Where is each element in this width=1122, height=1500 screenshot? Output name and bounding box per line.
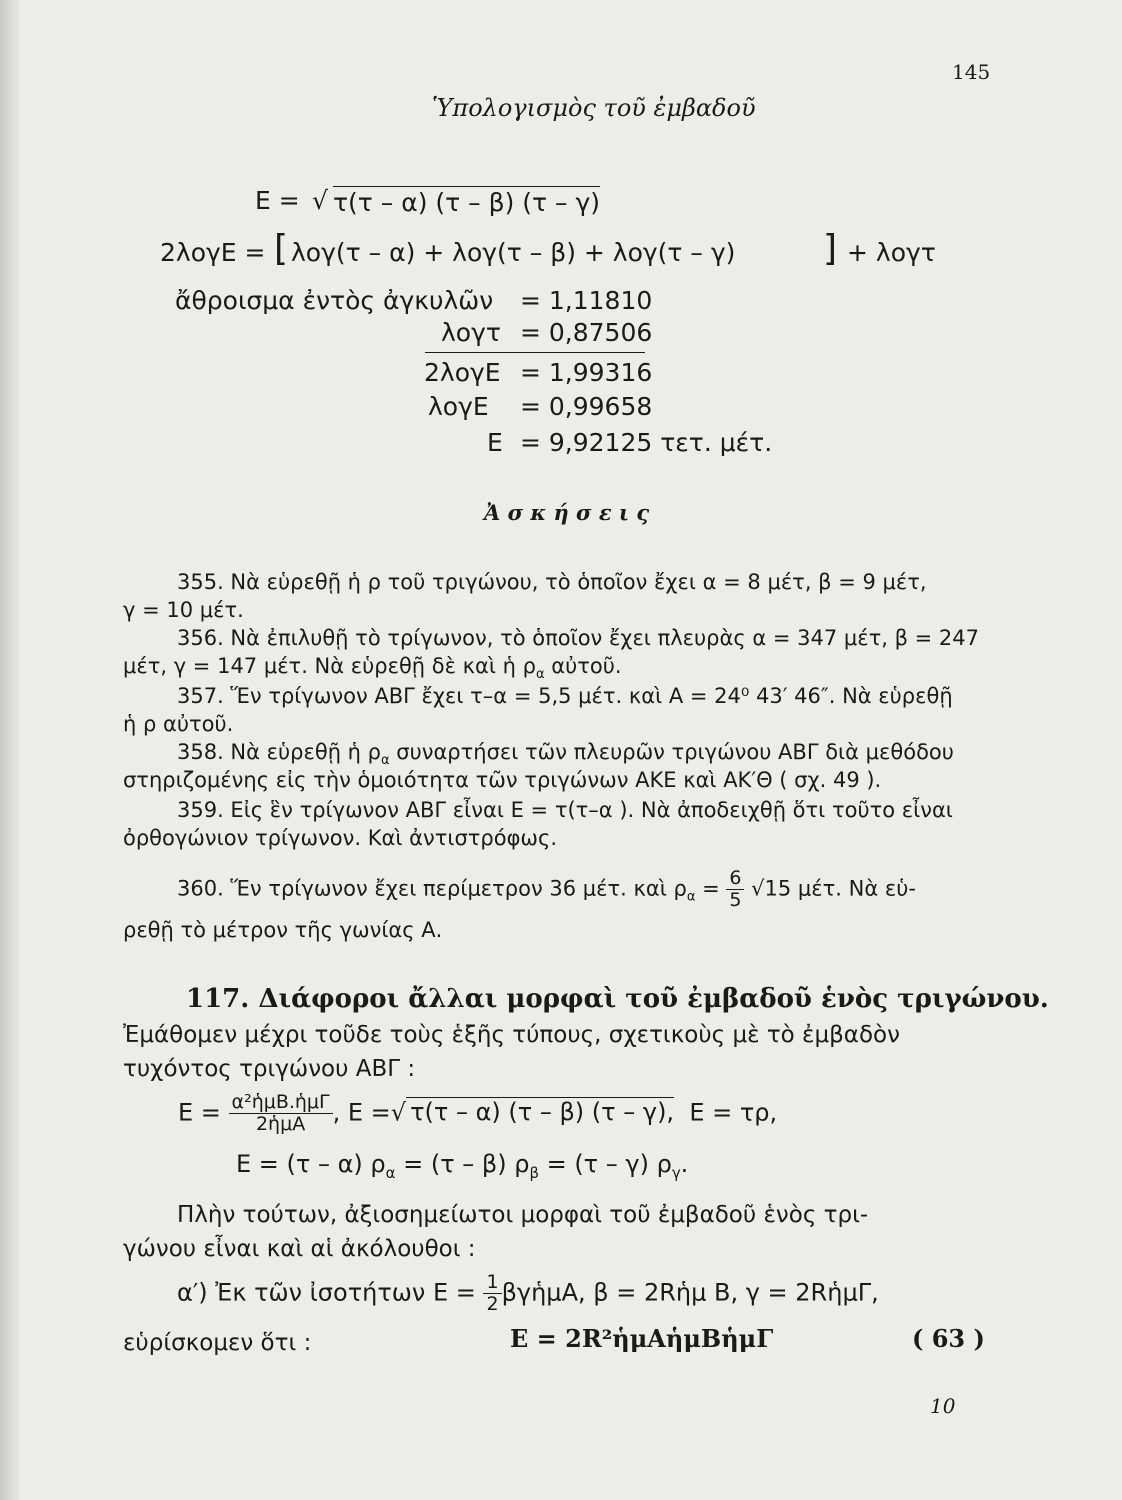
exercise-358: 358. Νὰ εὑρεθῇ ἡ $\rho_\alpha$ συναρτήσει τῶν πλευρῶν τριγώνου ΑΒΓ διὰ μεθόδου (177, 740, 954, 769)
sum-rule (425, 352, 645, 353)
exercise-357-cont: ἡ ρ αὐτοῦ. (123, 712, 234, 736)
exercise-358-cont: στηριζομένης εἰς τὴν ὁμοιότητα τῶν τριγώνων ΑΚΕ καὶ ΑΚ′Θ ( σχ. 49 ). (123, 768, 882, 792)
row-label: 2λογE (424, 358, 501, 387)
row-value: = 9,92125 τετ. μέτ. (520, 428, 773, 457)
exercise-356: 356. Νὰ ἐπιλυθῇ τὸ τρίγωνον, τὸ ὁποῖον ἔχει πλευρὰς α = 347 μέτ, β = 247 (177, 626, 979, 650)
bracket-right: ] (823, 228, 838, 269)
formula-sqrt-sign: √ (312, 186, 328, 215)
formula-radicand: τ(τ – α) (τ – β) (τ – γ) (333, 188, 601, 217)
row-value: = 0,87506 (520, 318, 653, 347)
area-heading: Ὑπολογισμὸς τοῦ ἐμβαδοῦ (432, 94, 756, 122)
section-title: 117. Διάφοροι ἄλλαι μορφαὶ τοῦ ἐμβαδοῦ ἑνὸς τριγώνου. (186, 984, 1049, 1014)
intro-line-1: Ἐμάθομεν μέχρι τοῦδε τοὺς ἑξῆς τύπους, σχετικοὺς μὲ τὸ ἐμβαδὸν (123, 1022, 900, 1048)
alpha-line: α′) Ἐκ τῶν ἰσοτήτων E = $\frac{1}{2}$ βγἡμΑ, β = 2Rἡμ Β, γ = 2RἡμΓ, (177, 1271, 879, 1315)
log-tail: + λογτ (847, 238, 936, 267)
exercise-359-cont: ὀρθογώνιον τρίγωνον. Καὶ ἀντιστρόφως. (123, 826, 558, 850)
row-label: λογτ (441, 318, 501, 347)
page-edge-shadow (0, 0, 22, 1500)
row-value: = 0,99658 (520, 392, 653, 421)
paragraph-2-line-2: γώνου εἶναι καὶ αἱ ἀκόλουθοι : (123, 1236, 476, 1262)
intro-line-2: τυχόντος τριγώνου ΑΒΓ : (123, 1056, 416, 1082)
exercise-360-cont: ρεθῇ τὸ μέτρον τῆς γωνίας Α. (123, 918, 443, 942)
exercise-357: 357. Ἕν τρίγωνον ΑΒΓ ἔχει τ–α = 5,5 μέτ. καὶ Α = 24⁰ 43′ 46″. Νὰ εὑρεθῇ (177, 684, 953, 708)
bracket-left: [ (274, 228, 289, 269)
row-value: = 1,11810 (520, 286, 653, 315)
formula-line-1: E = $\frac{\text{α²ἡμΒ.ἡμΓ}}{\text{2ἡμΑ}}$ , E =√ τ(τ – α) (τ – β) (τ – γ), E = τρ, (178, 1091, 778, 1135)
page-number: 145 (952, 60, 991, 84)
row-label: ἄθροισμα ἐντὸς ἀγκυλῶν (175, 286, 494, 315)
row-value: = 1,99316 (520, 358, 653, 387)
log-lhs: 2λογE = (160, 238, 266, 267)
signature-mark: 10 (930, 1394, 956, 1418)
exercise-359: 359. Εἰς ἓν τρίγωνον ΑΒΓ εἶναι Ε = τ(τ–α ). Νὰ ἀποδειχθῇ ὅτι τοῦτο εἶναι (177, 798, 953, 822)
exercise-355-cont: γ = 10 μέτ. (123, 598, 244, 622)
log-bracket-content: λογ(τ – α) + λογ(τ – β) + λογ(τ – γ) (291, 238, 736, 267)
row-label: λογE (428, 392, 489, 421)
formula-lhs: E = (255, 186, 300, 215)
exercise-356-cont: μέτ, γ = 147 μέτ. Νὰ εὑρεθῇ δὲ καὶ ἡ $\rho_\alpha$ αὐτοῦ. (123, 654, 622, 683)
last-line-text: εὑρίσκομεν ὅτι : (123, 1330, 312, 1356)
paragraph-2-line-1: Πλὴν τούτων, ἀξιοσημείωτοι μορφαὶ τοῦ ἐμβαδοῦ ἑνὸς τρι- (177, 1202, 869, 1228)
exercise-355: 355. Νὰ εὑρεθῇ ἡ ρ τοῦ τριγώνου, τὸ ὁποῖον ἔχει α = 8 μέτ, β = 9 μέτ, (177, 570, 927, 594)
exercise-360: 360. Ἕν τρίγωνον ἔχει περίμετρον 36 μέτ. καὶ $\rho_\alpha$ = $\frac{6}{5}$ √15 μέτ. Νὰ εὑ- (177, 867, 916, 911)
equation-number: ( 63 ) (912, 1324, 985, 1353)
row-label: E (487, 428, 503, 457)
formula-line-2: E = (τ – α) $\rho_\alpha = (\tau - \beta) \rho_\beta = (\tau - \gamma)$ $\rho_\gamma$. (236, 1150, 689, 1182)
area-formula-63: E = 2R²ἡμΑἡμΒἡμΓ (510, 1324, 774, 1353)
exercises-heading: Ἀ σ κ ή σ ε ι ς (484, 500, 650, 525)
